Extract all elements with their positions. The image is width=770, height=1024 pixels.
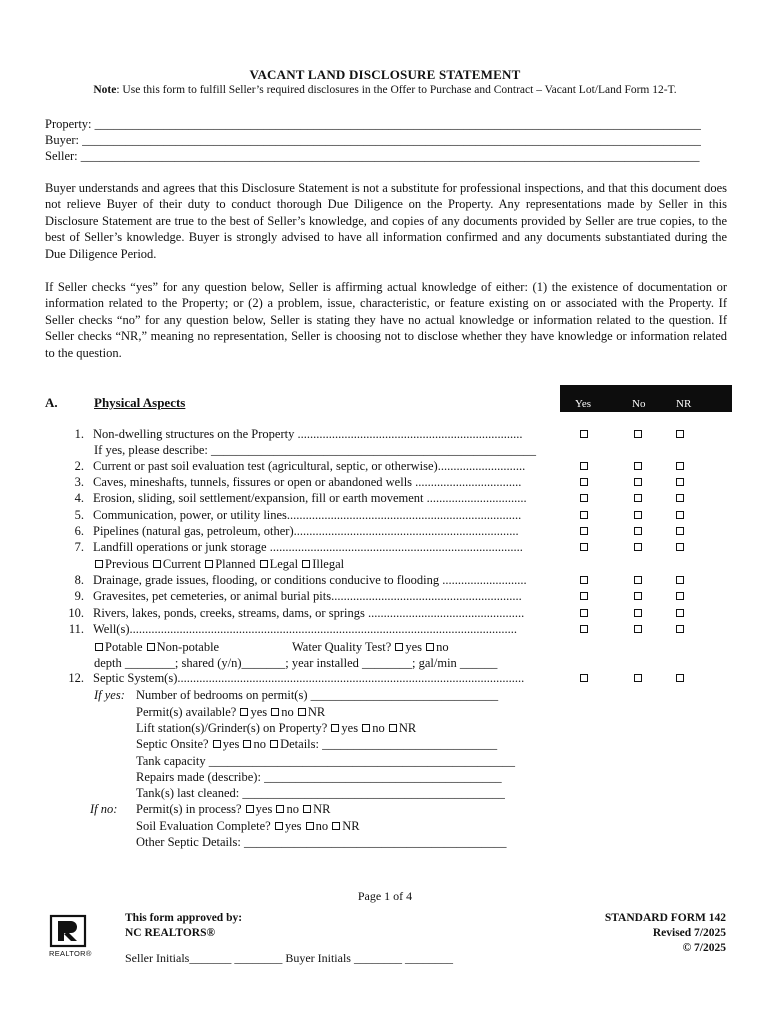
- checkbox-wq-no[interactable]: [426, 643, 434, 651]
- checkbox-pa-nr[interactable]: [298, 708, 306, 716]
- ls-nr-label: NR: [398, 721, 417, 735]
- checkbox-yes[interactable]: [580, 511, 588, 519]
- section-title: Physical Aspects: [94, 395, 186, 410]
- checkbox-yes[interactable]: [580, 543, 588, 551]
- option-legal: Legal: [269, 557, 299, 571]
- checkbox-yes[interactable]: [580, 609, 588, 617]
- checkbox-illegal[interactable]: [302, 560, 310, 568]
- item-number: 11.: [68, 622, 84, 636]
- if-no-text: If no: [90, 802, 114, 816]
- checkbox-no[interactable]: [634, 511, 642, 519]
- checkbox-nr[interactable]: [676, 494, 684, 502]
- page-number: Page 1 of 4: [357, 889, 413, 903]
- permits-in-process-label: Permit(s) in process?: [136, 802, 242, 816]
- so-no-label: no: [253, 737, 266, 751]
- intro-paragraph: Buyer understands and agrees that this Disclosure Statement is not a substitute for professional inspections, and that this document does not relieve Buyer of their duty to conduct thorough Due Diligence on the Property. Any representations made by Seller in this Disclosure Statement are true to the best of Seller’s knowledge, and copies of any documents provided by Seller are true copies, to the best of Seller’s knowledge. Buyer is strongly advised to have all information confirmed and any documents substantiated during the Due Diligence Period.: [45, 181, 727, 261]
- item-question: Drainage, grade issues, flooding, or conditions conducive to flooding ...........................: [93, 573, 527, 587]
- item-question: Current or past soil evaluation test (agricultural, septic, or otherwise)............................: [93, 459, 526, 473]
- permits-in-process: [136, 802, 330, 817]
- checkbox-previous[interactable]: [95, 560, 103, 568]
- lift-station-label: Lift station(s)/Grinder(s) on Property?: [136, 721, 328, 735]
- item-number: 5.: [74, 508, 84, 522]
- instructions-paragraph: If Seller checks “yes” for any question below, Seller is affirming actual knowledge of either: (1) the existence of documentation or information related to the Property; or (2) a problem, issue, characteristic, or feature existing on or associated with the Property. If Seller checks “no” for any question below, Seller is stating they have no actual knowledge or information related to the question. If Seller checks “NR,” meaning no representation, Seller is choosing not to disclose whether they have knowledge or information related to the question.: [45, 280, 727, 360]
- checkbox-no[interactable]: [634, 494, 642, 502]
- form-copyright: © 7/2025: [682, 942, 726, 954]
- item-number: 8.: [74, 573, 84, 587]
- item-question: Well(s)............................................................................................................................: [93, 622, 517, 636]
- checkbox-nr[interactable]: [676, 511, 684, 519]
- item-number: 10.: [68, 606, 84, 620]
- option-planned: Planned: [215, 557, 256, 571]
- water-quality-label: Water Quality Test?: [292, 640, 392, 654]
- se-nr-label: NR: [342, 819, 360, 833]
- checkbox-no[interactable]: [634, 674, 642, 682]
- item-question: Septic System(s)...............................................................................................................: [93, 671, 525, 685]
- well-type-options: [94, 640, 219, 655]
- checkbox-legal[interactable]: [260, 560, 268, 568]
- water-quality-test: [292, 640, 449, 655]
- checkbox-nr[interactable]: [676, 609, 684, 617]
- form-revised: Revised 7/2025: [652, 927, 726, 939]
- checkbox-pa-yes[interactable]: [240, 708, 248, 716]
- option-illegal: Illegal: [312, 557, 345, 571]
- pa-yes-label: yes: [250, 705, 268, 719]
- note-label: Note: [93, 84, 117, 96]
- wq-no-label: no: [436, 640, 449, 654]
- checkbox-nr[interactable]: [676, 543, 684, 551]
- bedrooms-field[interactable]: Number of bedrooms on permit(s) ______________________________: [136, 688, 499, 702]
- permits-available-label: Permit(s) available?: [136, 705, 237, 719]
- well-details[interactable]: depth ________; shared (y/n)_______; year installed ________; gal/min ______: [94, 656, 498, 670]
- item-question: Rivers, lakes, ponds, creeks, streams, dams, or springs ..................................................: [93, 606, 525, 620]
- item-number: 12.: [68, 671, 84, 685]
- checkbox-yes[interactable]: [580, 625, 588, 633]
- note-text: : Use this form to fulfill Seller’s required disclosures in the Offer to Purchase and Contract – Vacant Lot/Land Form 12-T.: [116, 84, 677, 96]
- pa-no-label: no: [281, 705, 294, 719]
- checkbox-so-no[interactable]: [243, 740, 251, 748]
- realtor-logo-text: REALTOR®: [49, 949, 92, 958]
- if-yes-text: If yes: [94, 688, 121, 702]
- item-number: 6.: [74, 524, 84, 538]
- item-question: Erosion, sliding, soil settlement/expansion, fill or earth movement ................................: [93, 491, 527, 505]
- checkbox-se-nr[interactable]: [332, 822, 340, 830]
- item-number: 2.: [74, 459, 84, 473]
- item-question: Landfill operations or junk storage .................................................................................: [93, 540, 523, 554]
- checkbox-se-no[interactable]: [306, 822, 314, 830]
- permits-available: [136, 705, 325, 720]
- checkbox-nr[interactable]: [676, 674, 684, 682]
- checkbox-ls-no[interactable]: [362, 724, 370, 732]
- checkbox-pp-no[interactable]: [276, 805, 284, 813]
- col-yes-label: Yes: [575, 398, 592, 410]
- option-nonpotable: Non-potable: [156, 640, 220, 654]
- checkbox-no[interactable]: [634, 609, 642, 617]
- checkbox-current[interactable]: [153, 560, 161, 568]
- item-number: 7.: [74, 540, 84, 554]
- item-number: 9.: [74, 589, 84, 603]
- checkbox-yes[interactable]: [580, 478, 588, 486]
- ls-yes-label: yes: [341, 721, 359, 735]
- form-note: [0, 84, 770, 96]
- property-field[interactable]: Property: _________________________________________________________________________________________________: [45, 117, 701, 131]
- col-nr-label: NR: [676, 398, 692, 410]
- checkbox-nr[interactable]: [676, 576, 684, 584]
- so-details-field[interactable]: Details: ____________________________: [280, 737, 498, 751]
- checkbox-pp-nr[interactable]: [303, 805, 311, 813]
- approved-by-label: This form approved by:: [125, 912, 243, 924]
- checkbox-pp-yes[interactable]: [246, 805, 254, 813]
- col-no-label: No: [632, 398, 646, 410]
- checkbox-nr[interactable]: [676, 462, 684, 470]
- checkbox-potable[interactable]: [95, 643, 103, 651]
- se-yes-label: yes: [284, 819, 302, 833]
- checkbox-nr[interactable]: [676, 430, 684, 438]
- checkbox-nonpotable[interactable]: [147, 643, 155, 651]
- checkbox-pa-no[interactable]: [271, 708, 279, 716]
- pa-nr-label: NR: [307, 705, 326, 719]
- checkbox-yes[interactable]: [580, 674, 588, 682]
- checkbox-se-yes[interactable]: [275, 822, 283, 830]
- item-number: 4.: [74, 491, 84, 505]
- item-question: Caves, mineshafts, tunnels, fissures or open or abandoned wells ..................................: [93, 475, 522, 489]
- item-question: Communication, power, or utility lines...........................................................................: [93, 508, 522, 522]
- realtor-logo: [46, 914, 92, 958]
- checkbox-no[interactable]: [634, 527, 642, 535]
- checkbox-yes[interactable]: [580, 527, 588, 535]
- checkbox-so-yes[interactable]: [213, 740, 221, 748]
- option-previous: Previous: [105, 557, 149, 571]
- checkbox-nr[interactable]: [676, 527, 684, 535]
- checkbox-wq-yes[interactable]: [395, 643, 403, 651]
- checkbox-so-details[interactable]: [270, 740, 278, 748]
- seller-field[interactable]: Seller: ___________________________________________________________________________________________________: [45, 149, 700, 163]
- checkbox-no[interactable]: [634, 625, 642, 633]
- checkbox-yes[interactable]: [580, 494, 588, 502]
- approved-org: NC REALTORS®: [125, 927, 216, 939]
- checkbox-yes[interactable]: [580, 462, 588, 470]
- checkbox-ls-yes[interactable]: [331, 724, 339, 732]
- section-letter: A.: [45, 395, 58, 410]
- item-number: 1.: [74, 427, 84, 441]
- checkbox-planned[interactable]: [205, 560, 213, 568]
- soil-eval-label: Soil Evaluation Complete?: [136, 819, 271, 833]
- checkbox-yes[interactable]: [580, 576, 588, 584]
- initials-line[interactable]: Seller Initials_______ ________ Buyer Initials ________ ________: [125, 951, 453, 965]
- pp-yes-label: yes: [255, 802, 273, 816]
- checkbox-nr[interactable]: [676, 592, 684, 600]
- septic-onsite: [136, 737, 497, 752]
- checkbox-yes[interactable]: [580, 592, 588, 600]
- tank-capacity-field[interactable]: Tank capacity _________________________________________________: [136, 754, 515, 768]
- checkbox-no[interactable]: [634, 576, 642, 584]
- septic-if-yes-label: If yes:: [94, 688, 125, 702]
- checkbox-no[interactable]: [634, 592, 642, 600]
- buyer-field[interactable]: Buyer: ___________________________________________________________________________________________________: [45, 133, 701, 147]
- pp-nr-label: NR: [313, 802, 331, 816]
- item-number: 3.: [74, 475, 84, 489]
- item-question: Pipelines (natural gas, petroleum, other)........................................................................: [93, 524, 519, 538]
- checkbox-no[interactable]: [634, 430, 642, 438]
- ls-no-label: no: [372, 721, 385, 735]
- soil-evaluation: [136, 819, 360, 834]
- checkbox-yes[interactable]: [580, 430, 588, 438]
- other-septic-details-field[interactable]: Other Septic Details: __________________________________________: [136, 835, 507, 849]
- option-potable: Potable: [105, 640, 143, 654]
- item-question: Gravesites, pet cemeteries, or animal burial pits.............................................................: [93, 589, 522, 603]
- lift-station: [136, 721, 416, 736]
- item1-describe[interactable]: If yes, please describe: ____________________________________________________: [94, 443, 536, 457]
- so-yes-label: yes: [222, 737, 240, 751]
- wq-yes-label: yes: [405, 640, 423, 654]
- checkbox-no[interactable]: [634, 543, 642, 551]
- item-question: Non-dwelling structures on the Property ........................................................................: [93, 427, 523, 441]
- checkbox-no[interactable]: [634, 462, 642, 470]
- checkbox-no[interactable]: [634, 478, 642, 486]
- pp-no-label: no: [286, 802, 299, 816]
- form-number: STANDARD FORM 142: [604, 912, 726, 924]
- septic-onsite-label: Septic Onsite?: [136, 737, 209, 751]
- form-title: VACANT LAND DISCLOSURE STATEMENT: [249, 67, 521, 82]
- checkbox-nr[interactable]: [676, 478, 684, 486]
- checkbox-ls-nr[interactable]: [389, 724, 397, 732]
- se-no-label: no: [315, 819, 329, 833]
- option-current: Current: [162, 557, 202, 571]
- repairs-field[interactable]: Repairs made (describe): ______________________________________: [136, 770, 502, 784]
- septic-if-no-label: If no:: [90, 802, 118, 816]
- landfill-options: [94, 557, 344, 572]
- checkbox-nr[interactable]: [676, 625, 684, 633]
- answer-column-header: [560, 385, 732, 412]
- tanks-cleaned-field[interactable]: Tank(s) last cleaned: __________________________________________: [136, 786, 505, 800]
